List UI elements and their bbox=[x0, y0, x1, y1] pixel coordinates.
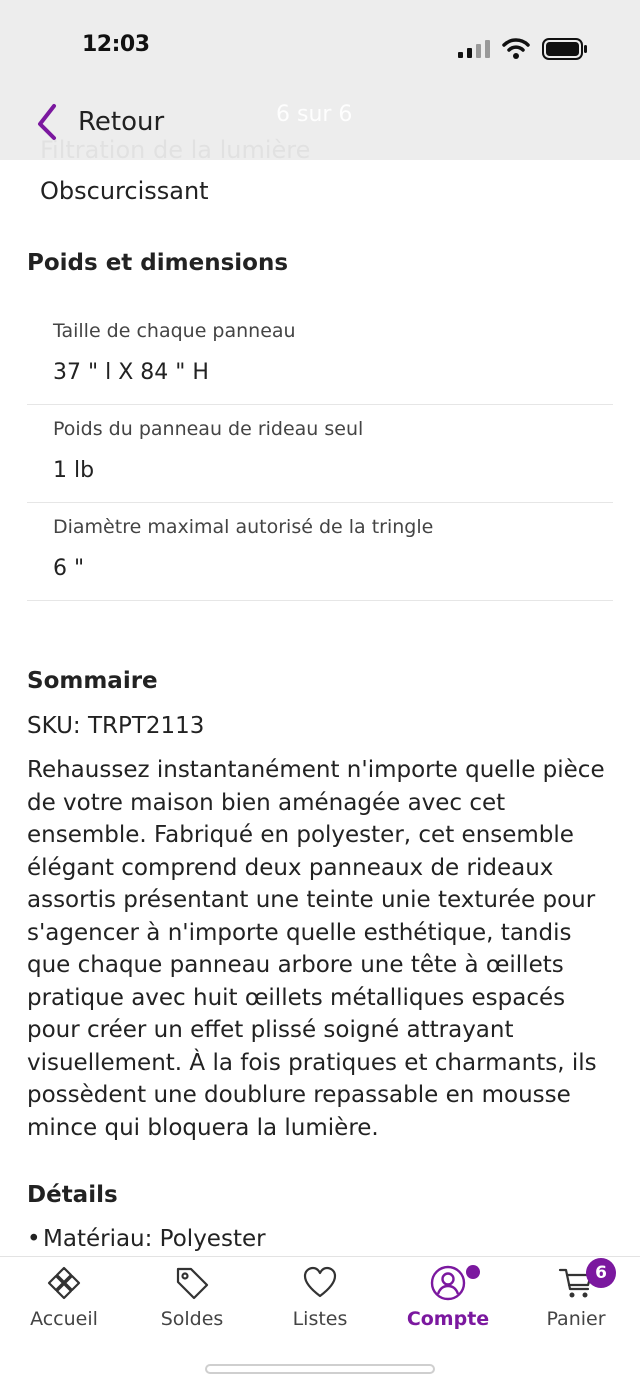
tab-accueil[interactable] bbox=[0, 1257, 128, 1349]
spec-row-rod-diameter bbox=[27, 503, 613, 601]
bullet-dot: • bbox=[27, 1226, 41, 1252]
spec-row-panel-weight bbox=[27, 405, 613, 503]
sku-text: SKU: TRPT2113 bbox=[27, 713, 205, 739]
notification-dot bbox=[466, 1265, 480, 1279]
weight-dimensions-title: Poids et dimensions bbox=[27, 250, 289, 276]
spec-label: Diamètre maximal autorisé de la tringle bbox=[53, 516, 434, 538]
tag-icon bbox=[174, 1265, 210, 1301]
tab-label: Compte bbox=[406, 1308, 490, 1330]
details-item bbox=[27, 1226, 266, 1252]
back-button[interactable] bbox=[32, 98, 164, 146]
heart-icon bbox=[302, 1265, 338, 1301]
back-label: Retour bbox=[78, 107, 165, 137]
spec-list bbox=[27, 307, 613, 601]
wifi-icon bbox=[502, 37, 530, 59]
light-filtration-value: Obscurcissant bbox=[40, 177, 209, 205]
spec-label: Taille de chaque panneau bbox=[53, 320, 296, 342]
cart-count-badge: 6 bbox=[586, 1258, 616, 1288]
account-icon bbox=[430, 1265, 466, 1301]
spec-label: Poids du panneau de rideau seul bbox=[53, 418, 364, 440]
spec-value: 6 " bbox=[53, 556, 85, 581]
tab-listes[interactable] bbox=[256, 1257, 384, 1349]
summary-paragraph: Rehaussez instantanément n'importe quelle pièce de votre maison bien aménagée avec cet ensemble. Fabriqué en polyester, cet ensemble élégant comprend deux panneaux de rideaux assortis présentant une teinte unie texturée pour s'agencer à n'importe quelle esthétique, tandis que chaque panneau arbore une tête à œillets pratique avec huit œillets métalliques espacés pour créer un effet plissé soigné attrayant visuellement. À la fois pratiques et charmants, ils possèdent une doublure repassable en mousse mince qui bloquera la lumière. bbox=[27, 757, 605, 1141]
home-icon bbox=[46, 1265, 82, 1301]
tab-compte[interactable] bbox=[384, 1257, 512, 1349]
page-counter: 6 sur 6 bbox=[276, 102, 353, 127]
spec-value: 37 " l X 84 " H bbox=[53, 360, 209, 385]
details-item-text: Matériau: Polyester bbox=[43, 1226, 266, 1252]
chevron-left-icon bbox=[32, 100, 62, 144]
tab-label: Panier bbox=[546, 1308, 606, 1330]
tab-label: Accueil bbox=[30, 1308, 98, 1330]
spec-row-panel-size bbox=[27, 307, 613, 405]
tab-label: Listes bbox=[292, 1308, 348, 1330]
spec-value: 1 lb bbox=[53, 458, 95, 483]
cellular-signal-icon bbox=[458, 40, 490, 58]
tab-label: Soldes bbox=[160, 1308, 224, 1330]
summary-title: Sommaire bbox=[27, 668, 158, 694]
battery-icon bbox=[542, 38, 588, 60]
tab-panier[interactable] bbox=[512, 1257, 640, 1349]
home-indicator[interactable] bbox=[205, 1364, 435, 1374]
top-header bbox=[0, 0, 640, 160]
details-title: Détails bbox=[27, 1182, 118, 1208]
tab-soldes[interactable] bbox=[128, 1257, 256, 1349]
status-time: 12:03 bbox=[82, 32, 150, 57]
